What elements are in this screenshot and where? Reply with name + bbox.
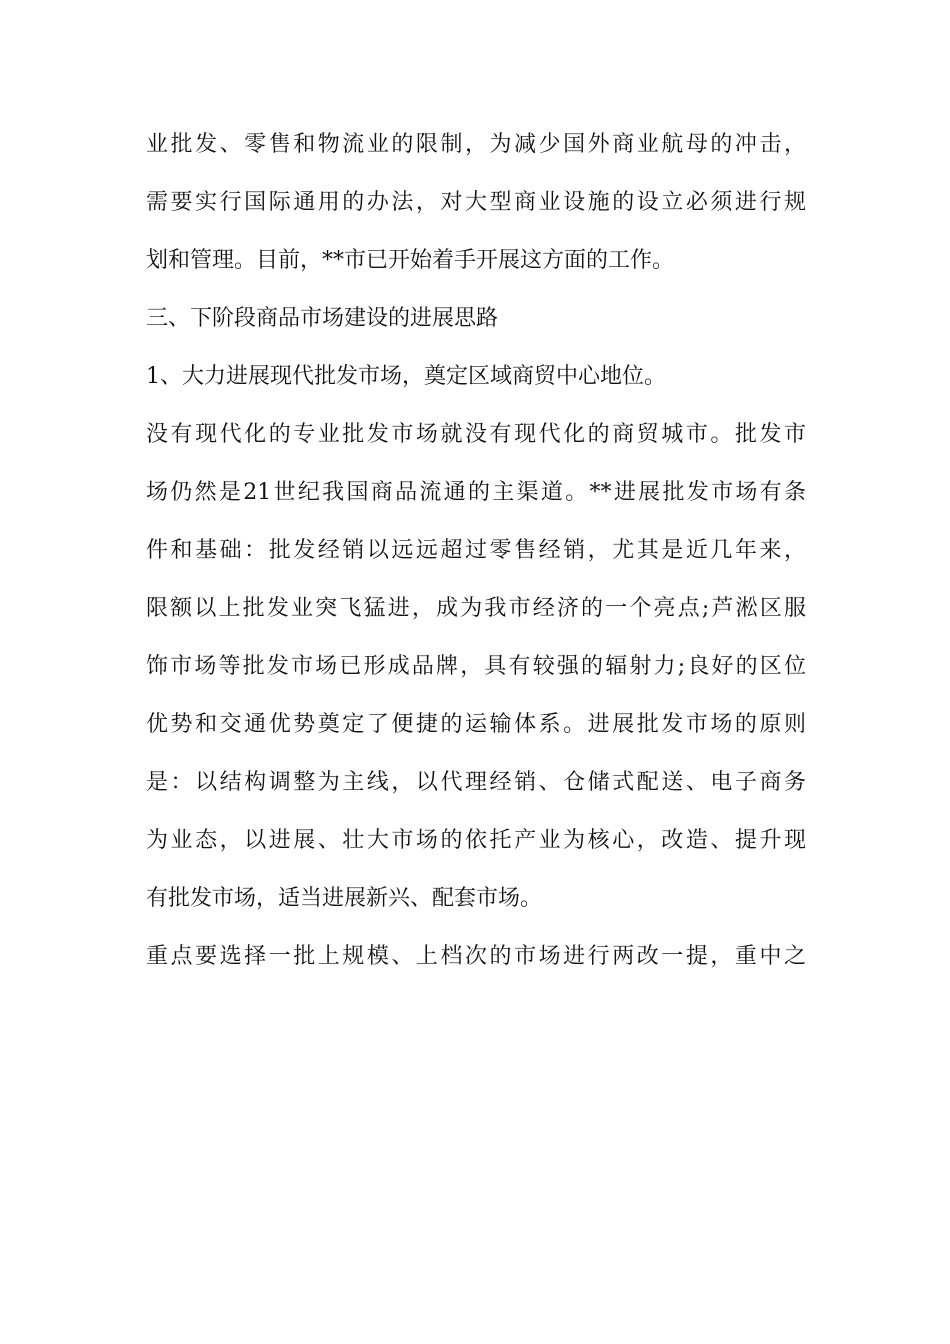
- text-line: 件和基础：批发经销以远远超过零售经销，尤其是近几年来，: [146, 538, 806, 563]
- text-line: 优势和交通优势奠定了便捷的运输体系。进展批发市场的原则: [146, 712, 806, 737]
- text-line: 需要实行国际通用的办法，对大型商业设施的设立必须进行规: [146, 190, 806, 215]
- text-line: 限额以上批发业突飞猛进，成为我市经济的一个亮点;芦淞区服: [146, 596, 806, 621]
- text-line: 划和管理。目前，**市已开始着手开展这方面的工作。: [146, 248, 675, 273]
- text-line: 是：以结构调整为主线，以代理经销、仓储式配送、电子商务: [146, 770, 806, 795]
- text-line: 没有现代化的专业批发市场就没有现代化的商贸城市。批发市: [146, 422, 806, 447]
- text-line: 业批发、零售和物流业的限制，为减少国外商业航母的冲击，: [146, 132, 806, 157]
- text-line: 为业态，以进展、壮大市场的依托产业为核心，改造、提升现: [146, 828, 806, 853]
- text-line: 场仍然是21世纪我国商品流通的主渠道。**进展批发市场有条: [146, 480, 806, 505]
- body-text: [146, 128, 806, 998]
- section-heading: 三、下阶段商品市场建设的进展思路: [146, 306, 499, 331]
- text-line: 饰市场等批发市场已形成品牌，具有较强的辐射力;良好的区位: [146, 654, 806, 679]
- text-line: 重点要选择一批上规模、上档次的市场进行两改一提，重中之: [146, 944, 806, 969]
- subsection-heading: 1、大力进展现代批发市场，奠定区域商贸中心地位。: [146, 364, 666, 389]
- text-line: 有批发市场，适当进展新兴、配套市场。: [146, 886, 543, 911]
